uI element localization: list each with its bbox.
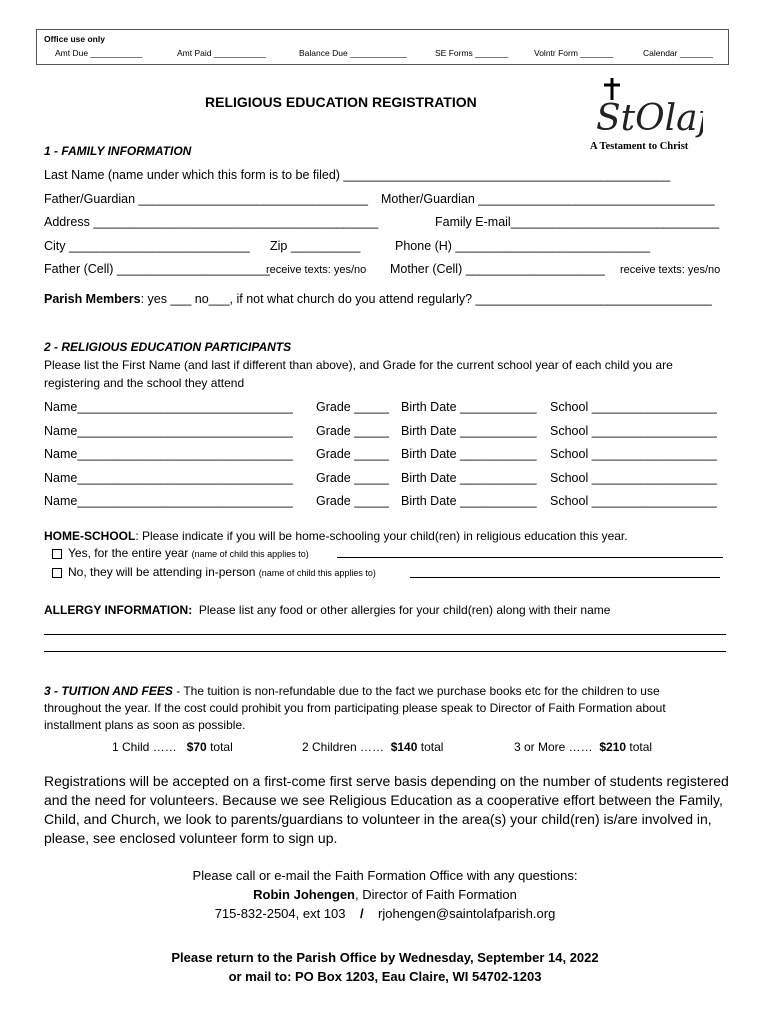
mother-cell-field[interactable]: Mother (Cell) ____________________ xyxy=(390,262,605,276)
fee-suffix: total xyxy=(420,740,444,754)
participant-birth-date-field[interactable]: Birth Date ___________ xyxy=(401,424,537,438)
family-email-field[interactable]: Family E-mail______________________________ xyxy=(435,215,720,229)
fee-three-or-more xyxy=(514,740,652,754)
homeschool-question xyxy=(44,529,628,543)
city-field[interactable]: City __________________________ xyxy=(44,239,250,253)
participant-grade-field[interactable]: Grade _____ xyxy=(316,471,389,485)
participant-birth-date-field[interactable]: Birth Date ___________ xyxy=(401,447,537,461)
tuition-text-2: throughout the year. If the cost could prohibit you from participating please speak to Director of Faith Formation about xyxy=(44,701,666,715)
participant-name-field[interactable]: Name_______________________________ xyxy=(44,424,293,438)
allergy-label: ALLERGY INFORMATION: xyxy=(44,603,193,617)
participant-school-field[interactable]: School __________________ xyxy=(550,424,717,438)
homeschool-yes-line[interactable] xyxy=(337,557,723,558)
participant-school-field[interactable]: School __________________ xyxy=(550,447,717,461)
participant-grade-field[interactable]: Grade _____ xyxy=(316,494,389,508)
policy-line: please, see enclosed volunteer form to sign up. xyxy=(44,830,338,846)
allergy-question xyxy=(44,603,610,617)
homeschool-no-note: (name of child this applies to) xyxy=(258,568,376,578)
tuition-text-1: - The tuition is non-refundable due to the fact we purchase books etc for the children to use xyxy=(172,684,660,698)
participant-grade-field[interactable]: Grade _____ xyxy=(316,447,389,461)
fee-two-children xyxy=(302,740,443,754)
participant-name-field[interactable]: Name_______________________________ xyxy=(44,400,293,414)
participant-name-field[interactable]: Name_______________________________ xyxy=(44,447,293,461)
contact-role: , Director of Faith Formation xyxy=(355,887,517,902)
contact-person xyxy=(0,887,770,902)
allergy-line[interactable] xyxy=(44,634,726,635)
contact-separator: / xyxy=(359,906,364,921)
office-field-amt-due[interactable]: Amt Due ___________ xyxy=(55,48,143,58)
zip-field[interactable]: Zip __________ xyxy=(270,239,361,253)
participants-heading: 2 - RELIGIOUS EDUCATION PARTICIPANTS xyxy=(44,340,292,354)
participant-school-field[interactable]: School __________________ xyxy=(550,400,717,414)
cross-logo-icon xyxy=(588,78,703,153)
parish-members-label: Parish Members xyxy=(44,292,141,306)
return-deadline: Please return to the Parish Office by Wednesday, September 14, 2022 xyxy=(171,950,599,965)
homeschool-yes-note: (name of child this applies to) xyxy=(191,549,309,559)
home-phone-field[interactable]: Phone (H) ____________________________ xyxy=(395,239,651,253)
office-field-calendar[interactable]: Calendar _______ xyxy=(643,48,713,58)
homeschool-yes-label: Yes, for the entire year xyxy=(68,546,189,560)
st-olaf-logo xyxy=(588,78,703,153)
fee-amount: $140 xyxy=(390,740,418,754)
office-field-balance-due[interactable]: Balance Due ____________ xyxy=(299,48,407,58)
homeschool-yes-checkbox[interactable] xyxy=(52,549,62,559)
participants-instructions-line2: registering and the school they attend xyxy=(44,376,245,390)
tuition-text-3: installment plans as soon as possible. xyxy=(44,718,246,732)
tuition-line1 xyxy=(44,684,660,698)
fee-label: 1 Child …… xyxy=(112,740,177,754)
contact-email-link[interactable]: rjohengen@saintolafparish.org xyxy=(378,906,556,921)
fee-one-child xyxy=(112,740,233,754)
office-use-box xyxy=(36,29,729,65)
parish-members-row[interactable] xyxy=(44,292,712,306)
contact-phone[interactable]: 715-832-2504, ext 103 xyxy=(214,906,346,921)
father-guardian-field[interactable]: Father/Guardian _________________________________ xyxy=(44,192,368,206)
fee-label: 2 Children …… xyxy=(302,740,385,754)
mother-receive-texts[interactable]: receive texts: yes/no xyxy=(620,264,721,276)
last-name-field[interactable]: Last Name (name under which this form is to be filed) _______________________________________________ xyxy=(44,168,671,182)
participant-name-field[interactable]: Name_______________________________ xyxy=(44,494,293,508)
policy-line: Registrations will be accepted on a first-come first serve basis depending on the number of students registered xyxy=(44,773,729,789)
allergy-line[interactable] xyxy=(44,651,726,652)
fee-amount: $210 xyxy=(599,740,627,754)
office-field-volntr-form[interactable]: Volntr Form _______ xyxy=(534,48,614,58)
contact-intro: Please call or e-mail the Faith Formation Office with any questions: xyxy=(192,868,578,883)
homeschool-text: : Please indicate if you will be home-schooling your child(ren) in religious education this year. xyxy=(135,529,628,543)
homeschool-no-option[interactable] xyxy=(52,565,376,579)
father-cell-field[interactable]: Father (Cell) ______________________ xyxy=(44,262,270,276)
fee-label: 3 or More …… xyxy=(514,740,593,754)
page-title: RELIGIOUS EDUCATION REGISTRATION xyxy=(205,94,477,110)
fee-suffix: total xyxy=(210,740,233,754)
participant-birth-date-field[interactable]: Birth Date ___________ xyxy=(401,471,537,485)
tuition-heading: 3 - TUITION AND FEES xyxy=(44,684,173,698)
homeschool-no-label: No, they will be attending in-person xyxy=(68,565,256,579)
father-receive-texts[interactable]: receive texts: yes/no xyxy=(266,264,367,276)
homeschool-no-line[interactable] xyxy=(410,577,720,578)
fee-suffix: total xyxy=(629,740,653,754)
homeschool-no-checkbox[interactable] xyxy=(52,568,62,578)
participant-school-field[interactable]: School __________________ xyxy=(550,471,717,485)
office-use-title: Office use only xyxy=(44,34,105,44)
fee-amount: $70 xyxy=(186,740,207,754)
address-field[interactable]: Address _________________________________________ xyxy=(44,215,379,229)
participant-grade-field[interactable]: Grade _____ xyxy=(316,400,389,414)
svg-text:A Testament to Christ: A Testament to Christ xyxy=(590,141,689,152)
svg-text:StOlaf: StOlaf xyxy=(596,98,703,139)
participant-school-field[interactable]: School __________________ xyxy=(550,494,717,508)
parish-members-question: : yes ___ no___, if not what church do you attend regularly? __________________________________ xyxy=(140,292,712,306)
participant-grade-field[interactable]: Grade _____ xyxy=(316,424,389,438)
participant-birth-date-field[interactable]: Birth Date ___________ xyxy=(401,400,537,414)
family-info-heading: 1 - FAMILY INFORMATION xyxy=(44,144,192,158)
return-mail-address: or mail to: PO Box 1203, Eau Claire, WI 54702-1203 xyxy=(228,969,542,984)
office-field-amt-paid[interactable]: Amt Paid ___________ xyxy=(177,48,266,58)
participants-instructions-line1: Please list the First Name (and last if different than above), and Grade for the current school year of each child you are xyxy=(44,358,673,372)
office-field-se-forms[interactable]: SE Forms _______ xyxy=(435,48,509,58)
homeschool-label: HOME-SCHOOL xyxy=(44,529,136,543)
homeschool-yes-option[interactable] xyxy=(52,546,309,560)
policy-line: Child, and Church, we look to parents/guardians to volunteer in the area(s) your child(ren) is/are involved in, xyxy=(44,811,712,827)
participant-birth-date-field[interactable]: Birth Date ___________ xyxy=(401,494,537,508)
allergy-text: Please list any food or other allergies for your child(ren) along with their name xyxy=(198,603,611,617)
participant-name-field[interactable]: Name_______________________________ xyxy=(44,471,293,485)
policy-line: and the need for volunteers. Because we see Religious Education as a cooperative effort between the Family, xyxy=(44,792,723,808)
contact-details xyxy=(0,906,770,921)
mother-guardian-field[interactable]: Mother/Guardian __________________________________ xyxy=(381,192,715,206)
contact-name: Robin Johengen xyxy=(253,887,355,902)
